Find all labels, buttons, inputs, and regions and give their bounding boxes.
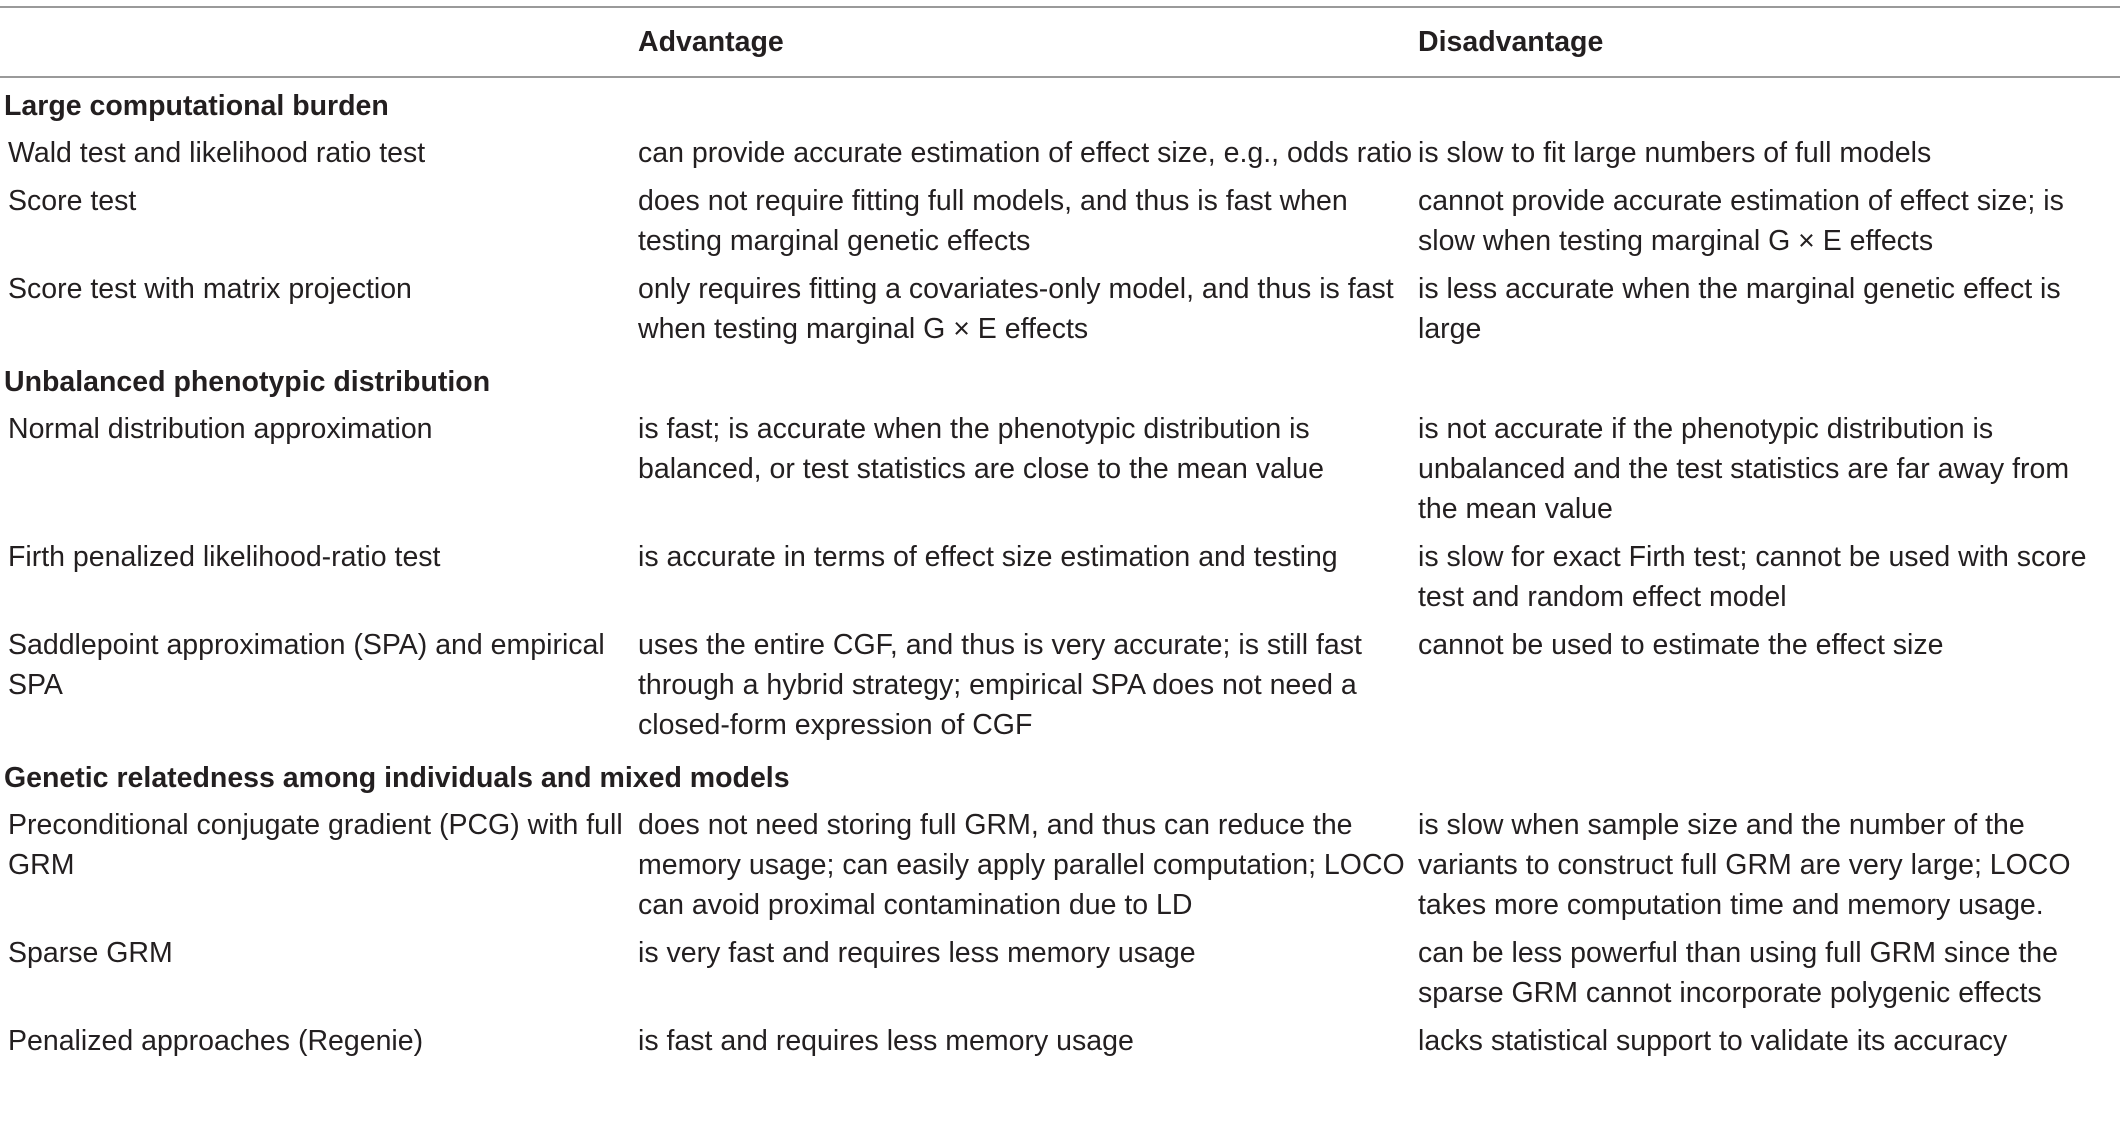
disadvantage-cell: is slow for exact Firth test; cannot be used with score test and random effect model (1418, 541, 2087, 613)
disadvantage-cell: is not accurate if the phenotypic distribution is unbalanced and the test statistics are far away from the mean value (1418, 413, 2070, 525)
advantage-cell: does not require fitting full models, and thus is fast when testing marginal genetic effects (638, 185, 1348, 257)
section-row (0, 750, 2120, 802)
section-title: Unbalanced phenotypic distribution (4, 366, 491, 398)
disadvantage-cell: lacks statistical support to validate its accuracy (1418, 1025, 2008, 1057)
advantage-cell: only requires fitting a covariates-only model, and thus is fast when testing marginal G × E effects (638, 273, 1394, 345)
methods-comparison-table (0, 6, 2120, 1066)
advantage-cell: uses the entire CGF, and thus is very accurate; is still fast through a hybrid strategy; empirical SPA does not need a closed-form expression of CGF (638, 629, 1362, 741)
table-row (0, 1018, 2120, 1066)
section-row (0, 354, 2120, 406)
table-body (0, 77, 2120, 1066)
header-row (0, 7, 2120, 77)
method-cell: Wald test and likelihood ratio test (8, 137, 426, 169)
method-cell: Firth penalized likelihood-ratio test (8, 541, 441, 573)
table-row (0, 930, 2120, 1018)
table-row (0, 178, 2120, 266)
advantage-cell: can provide accurate estimation of effect size, e.g., odds ratio (638, 137, 1413, 169)
method-cell: Score test (8, 185, 137, 217)
disadvantage-cell: is slow when sample size and the number of the variants to construct full GRM are very large; LOCO takes more computation time and memory usage. (1418, 809, 2071, 921)
advantage-cell: is fast; is accurate when the phenotypic distribution is balanced, or test statistics are close to the mean value (638, 413, 1324, 485)
table-row (0, 802, 2120, 930)
method-cell: Preconditional conjugate gradient (PCG) with full GRM (8, 809, 623, 881)
table-row (0, 534, 2120, 622)
method-cell: Penalized approaches (Regenie) (8, 1025, 424, 1057)
advantage-cell: is accurate in terms of effect size estimation and testing (638, 541, 1338, 573)
disadvantage-cell: cannot provide accurate estimation of effect size; is slow when testing marginal G × E effects (1418, 185, 2064, 257)
section-title: Genetic relatedness among individuals and mixed models (4, 762, 790, 794)
table-row (0, 266, 2120, 354)
advantage-cell: does not need storing full GRM, and thus can reduce the memory usage; can easily apply parallel computation; LOCO can avoid proximal contamination due to LD (638, 809, 1405, 921)
table-header (0, 7, 2120, 77)
header-disadvantage: Disadvantage (1418, 26, 1604, 58)
section-row (0, 77, 2120, 130)
advantage-cell: is fast and requires less memory usage (638, 1025, 1134, 1057)
disadvantage-cell: is less accurate when the marginal genetic effect is large (1418, 273, 2061, 345)
header-advantage: Advantage (638, 26, 784, 58)
disadvantage-cell: is slow to fit large numbers of full models (1418, 137, 1932, 169)
method-cell: Normal distribution approximation (8, 413, 433, 445)
disadvantage-cell: cannot be used to estimate the effect size (1418, 629, 1944, 661)
method-cell: Score test with matrix projection (8, 273, 412, 305)
advantage-cell: is very fast and requires less memory usage (638, 937, 1196, 969)
table-row (0, 130, 2120, 178)
method-cell: Saddlepoint approximation (SPA) and empirical SPA (8, 629, 605, 701)
section-title: Large computational burden (4, 90, 389, 122)
disadvantage-cell: can be less powerful than using full GRM since the sparse GRM cannot incorporate polygenic effects (1418, 937, 2058, 1009)
table-row (0, 622, 2120, 750)
table-row (0, 406, 2120, 534)
method-cell: Sparse GRM (8, 937, 173, 969)
header-method (0, 7, 638, 77)
